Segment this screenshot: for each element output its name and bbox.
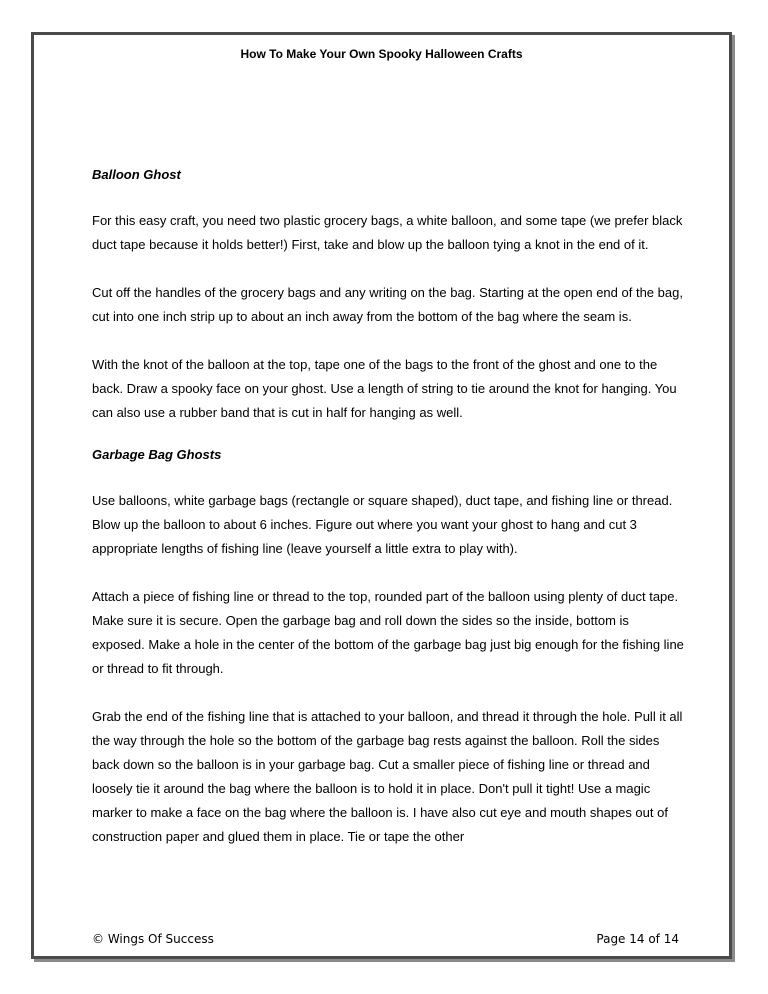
page-footer <box>92 932 679 946</box>
page-content <box>92 163 684 849</box>
page-header-title: How To Make Your Own Spooky Halloween Crafts <box>240 47 523 61</box>
paragraph: Cut off the handles of the grocery bags and any writing on the bag. Starting at the open end of the bag, cut into one inch strip up to about an inch away from the bottom of the bag where the seam is. <box>92 285 683 324</box>
paragraph: Attach a piece of fishing line or thread to the top, rounded part of the balloon using plenty of duct tape. Make sure it is secure. Open the garbage bag and roll down the sides so the inside, bottom is exposed. Make a hole in the center of the bottom of the garbage bag just big enough for the fishing line or thread to fit through. <box>92 589 684 676</box>
footer-page-number: Page 14 of 14 <box>596 932 679 946</box>
paragraph: With the knot of the balloon at the top, tape one of the bags to the front of the ghost and one to the back. Draw a spooky face on your ghost. Use a length of string to tie around the knot for hanging. You can also use a rubber band that is cut in half for hanging as well. <box>92 357 677 420</box>
paragraph: Use balloons, white garbage bags (rectangle or square shaped), duct tape, and fishing line or thread. Blow up the balloon to about 6 inches. Figure out where you want your ghost to hang and cut 3 appropriate lengths of fishing line (leave yourself a little extra to play with). <box>92 493 673 556</box>
section-heading-garbage-bag-ghosts: Garbage Bag Ghosts <box>92 447 222 462</box>
footer-copyright: © Wings Of Success <box>92 932 214 946</box>
section-heading-balloon-ghost: Balloon Ghost <box>92 167 181 182</box>
paragraph: For this easy craft, you need two plastic grocery bags, a white balloon, and some tape (we prefer black duct tape because it holds better!) First, take and blow up the balloon tying a knot in the end of it. <box>92 213 683 252</box>
document-page <box>31 32 732 959</box>
paragraph: Grab the end of the fishing line that is attached to your balloon, and thread it through the hole. Pull it all the way through the hole so the bottom of the garbage bag rests against the balloon. Roll the sides back down so the balloon is in your garbage bag. Cut a smaller piece of fishing line or thread and loosely tie it around the bag where the balloon is to hold it in place. Don't pull it tight! Use a magic marker to make a face on the bag where the balloon is. I have also cut eye and mouth shapes out of construction paper and glued them in place. Tie or tape the other <box>92 709 683 844</box>
